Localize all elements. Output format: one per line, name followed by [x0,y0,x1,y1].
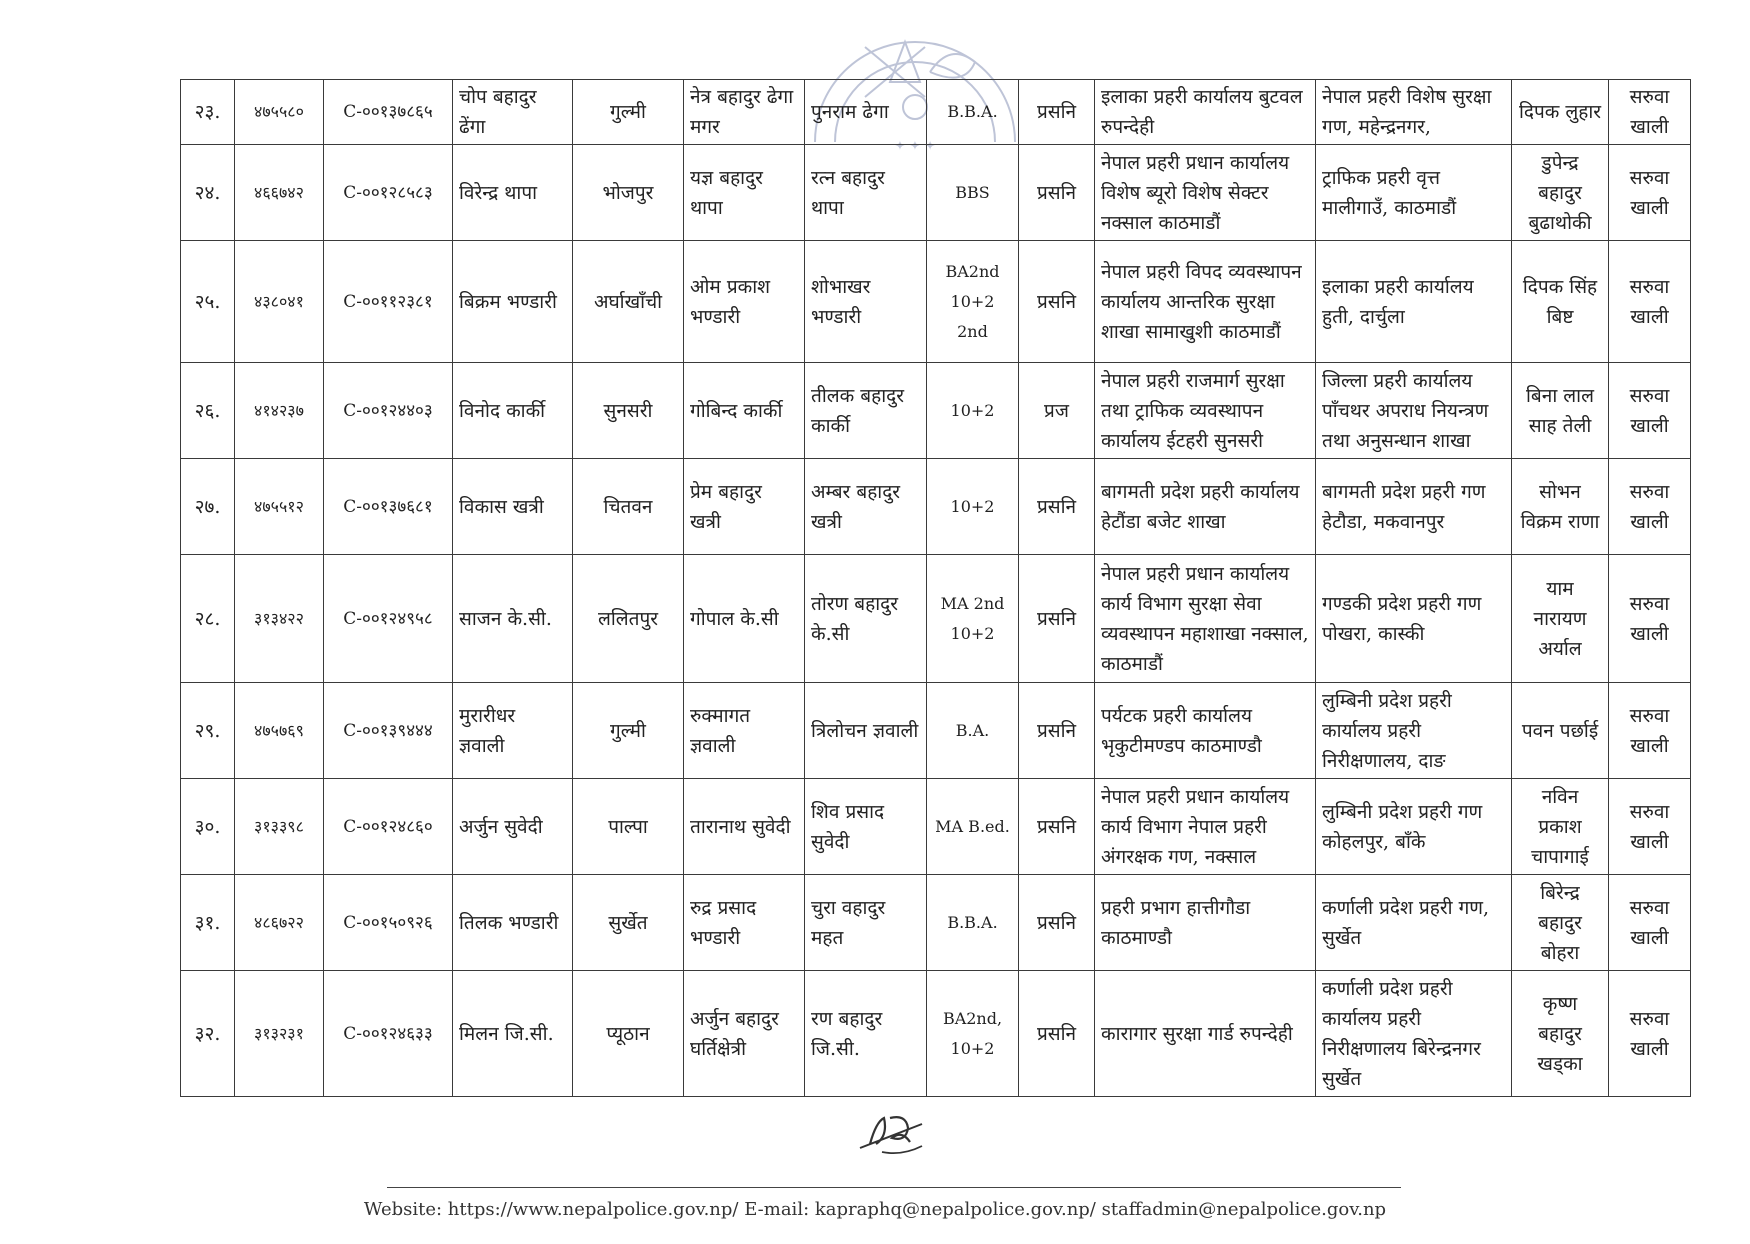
cell-current-office: नेपाल प्रहरी प्रधान कार्यालय कार्य विभाग नेपाल प्रहरी अंगरक्षक गण, नक्साल [1095,779,1316,875]
cell-new-office: इलाका प्रहरी कार्यालय हुती, दार्चुला [1316,241,1512,363]
cell-rank: प्रसनि [1019,145,1095,241]
cell-father: रुक्मागत ज्ञवाली [684,683,805,779]
cell-education: 10+2 [927,459,1019,555]
cell-id: ३१३४२२ [235,555,324,683]
table-row [181,241,1691,363]
cell-id: ४७५५१२ [235,459,324,555]
cell-new-office: बागमती प्रदेश प्रहरी गण हेटौडा, मकवानपुर [1316,459,1512,555]
cell-new-office: जिल्ला प्रहरी कार्यालय पाँचथर अपराध नियन्त्रण तथा अनुसन्धान शाखा [1316,363,1512,459]
cell-remark: सरुवा खाली [1609,683,1691,779]
cell-code: C-००१२८५८३ [324,145,453,241]
cell-serial: २६. [181,363,235,459]
cell-replaced: कृष्ण बहादुर खड्का [1512,971,1609,1097]
cell-serial: ३०. [181,779,235,875]
cell-district: सुर्खेत [573,875,684,971]
cell-grandfather: तीलक बहादुर कार्की [805,363,927,459]
cell-district: सुनसरी [573,363,684,459]
cell-remark: सरुवा खाली [1609,145,1691,241]
cell-remark: सरुवा खाली [1609,459,1691,555]
cell-current-office: नेपाल प्रहरी प्रधान कार्यालय विशेष ब्यूरो विशेष सेक्टर नक्साल काठमाडौं [1095,145,1316,241]
cell-education: MA B.ed. [927,779,1019,875]
cell-replaced: पवन पर्छाई [1512,683,1609,779]
cell-serial: २५. [181,241,235,363]
cell-code: C-००१२४४०३ [324,363,453,459]
footer-contact: Website: https://www.nepalpolice.gov.np/ E-mail: kapraphq@nepalpolice.gov.np/ staffadmin@nepalpolice.gov.np [363,1199,1387,1220]
table-row [181,80,1691,145]
cell-father: ओम प्रकाश भण्डारी [684,241,805,363]
cell-code: C-००१५०९२६ [324,875,453,971]
cell-current-office: प्रहरी प्रभाग हात्तीगौडा काठमाण्डौ [1095,875,1316,971]
cell-serial: २३. [181,80,235,145]
cell-education: B.B.A. [927,875,1019,971]
cell-serial: ३१. [181,875,235,971]
cell-code: C-००११२३८१ [324,241,453,363]
cell-rank: प्रसनि [1019,555,1095,683]
cell-grandfather: त्रिलोचन ज्ञवाली [805,683,927,779]
cell-name: तिलक भण्डारी [453,875,573,971]
cell-grandfather: पुनराम ढेगा [805,80,927,145]
cell-new-office: कर्णाली प्रदेश प्रहरी कार्यालय प्रहरी निरीक्षणालय बिरेन्द्रनगर सुर्खेत [1316,971,1512,1097]
table-row [181,459,1691,555]
cell-father: प्रेम बहादुर खत्री [684,459,805,555]
cell-remark: सरुवा खाली [1609,779,1691,875]
cell-rank: प्रसनि [1019,241,1095,363]
cell-code: C-००१३७८६५ [324,80,453,145]
cell-name: विकास खत्री [453,459,573,555]
cell-education: B.A. [927,683,1019,779]
handwritten-page-number [852,1104,932,1160]
cell-education: BA2nd 10+2 2nd [927,241,1019,363]
cell-district: अर्घाखाँची [573,241,684,363]
cell-id: ३१३३९८ [235,779,324,875]
cell-father: गोपाल के.सी [684,555,805,683]
cell-current-office: नेपाल प्रहरी राजमार्ग सुरक्षा तथा ट्राफिक व्यवस्थापन कार्यालय ईटहरी सुनसरी [1095,363,1316,459]
cell-replaced: बिरेन्द्र बहादुर बोहरा [1512,875,1609,971]
cell-code: C-००१३९४४४ [324,683,453,779]
cell-code: C-००१३७६८१ [324,459,453,555]
cell-current-office: नेपाल प्रहरी विपद व्यवस्थापन कार्यालय आन्तरिक सुरक्षा शाखा सामाखुशी काठमाडौं [1095,241,1316,363]
cell-current-office: कारागार सुरक्षा गार्ड रुपन्देही [1095,971,1316,1097]
cell-rank: प्रसनि [1019,971,1095,1097]
cell-grandfather: शिव प्रसाद सुवेदी [805,779,927,875]
cell-id: ४३८०४१ [235,241,324,363]
cell-rank: प्रसनि [1019,875,1095,971]
cell-education: MA 2nd 10+2 [927,555,1019,683]
cell-remark: सरुवा खाली [1609,971,1691,1097]
cell-name: बिक्रम भण्डारी [453,241,573,363]
cell-serial: २७. [181,459,235,555]
cell-replaced: बिना लाल साह तेली [1512,363,1609,459]
table-row [181,683,1691,779]
cell-grandfather: तोरण बहादुर के.सी [805,555,927,683]
cell-current-office: बागमती प्रदेश प्रहरी कार्यालय हेटौंडा बजेट शाखा [1095,459,1316,555]
cell-name: मिलन जि.सी. [453,971,573,1097]
roster-body [181,80,1691,1097]
cell-grandfather: शोभाखर भण्डारी [805,241,927,363]
cell-grandfather: अम्बर बहादुर खत्री [805,459,927,555]
cell-serial: २८. [181,555,235,683]
cell-name: चोप बहादुर ढेंगा [453,80,573,145]
cell-district: भोजपुर [573,145,684,241]
cell-district: चितवन [573,459,684,555]
table-row [181,779,1691,875]
cell-education: 10+2 [927,363,1019,459]
cell-id: ४७५७६९ [235,683,324,779]
cell-father: तारानाथ सुवेदी [684,779,805,875]
cell-new-office: लुम्बिनी प्रदेश प्रहरी कार्यालय प्रहरी निरीक्षणालय, दाङ [1316,683,1512,779]
cell-district: प्यूठान [573,971,684,1097]
cell-code: C-००१२४८६० [324,779,453,875]
cell-serial: २४. [181,145,235,241]
cell-replaced: दिपक लुहार [1512,80,1609,145]
cell-name: अर्जुन सुवेदी [453,779,573,875]
cell-new-office: कर्णाली प्रदेश प्रहरी गण, सुर्खेत [1316,875,1512,971]
cell-rank: प्रसनि [1019,459,1095,555]
cell-current-office: इलाका प्रहरी कार्यालय बुटवल रुपन्देही [1095,80,1316,145]
table-row [181,971,1691,1097]
cell-id: ३१३२३१ [235,971,324,1097]
cell-rank: प्रसनि [1019,779,1095,875]
table-row [181,363,1691,459]
cell-code: C-००१२४९५८ [324,555,453,683]
cell-district: गुल्मी [573,80,684,145]
cell-current-office: पर्यटक प्रहरी कार्यालय भृकुटीमण्डप काठमाण्डौ [1095,683,1316,779]
cell-replaced: याम नारायण अर्याल [1512,555,1609,683]
cell-grandfather: रण बहादुर जि.सी. [805,971,927,1097]
cell-father: रुद्र प्रसाद भण्डारी [684,875,805,971]
cell-new-office: नेपाल प्रहरी विशेष सुरक्षा गण, महेन्द्रनगर, [1316,80,1512,145]
cell-new-office: ट्राफिक प्रहरी वृत्त मालीगाउँ, काठमाडौं [1316,145,1512,241]
cell-serial: ३२. [181,971,235,1097]
cell-id: ४६६७४२ [235,145,324,241]
cell-remark: सरुवा खाली [1609,363,1691,459]
cell-remark: सरुवा खाली [1609,241,1691,363]
cell-education: BA2nd, 10+2 [927,971,1019,1097]
cell-education: B.B.A. [927,80,1019,145]
cell-code: C-००१२४६३३ [324,971,453,1097]
cell-rank: प्रज [1019,363,1095,459]
cell-district: ललितपुर [573,555,684,683]
cell-replaced: नविन प्रकाश चापागाई [1512,779,1609,875]
cell-remark: सरुवा खाली [1609,80,1691,145]
cell-name: विनोद कार्की [453,363,573,459]
cell-remark: सरुवा खाली [1609,555,1691,683]
cell-name: विरेन्द्र थापा [453,145,573,241]
cell-grandfather: चुरा वहादुर महत [805,875,927,971]
cell-father: गोबिन्द कार्की [684,363,805,459]
table-row [181,875,1691,971]
cell-id: ४१४२३७ [235,363,324,459]
cell-current-office: नेपाल प्रहरी प्रधान कार्यालय कार्य विभाग सुरक्षा सेवा व्यवस्थापन महाशाखा नक्साल, काठमाडौं [1095,555,1316,683]
cell-education: BBS [927,145,1019,241]
cell-rank: प्रसनि [1019,683,1095,779]
cell-new-office: लुम्बिनी प्रदेश प्रहरी गण कोहलपुर, बाँके [1316,779,1512,875]
cell-name: मुरारीधर ज्ञवाली [453,683,573,779]
footer-divider [387,1187,1401,1188]
svg-text:✦ ✦ ✦: ✦ ✦ ✦ [894,139,936,154]
cell-remark: सरुवा खाली [1609,875,1691,971]
cell-replaced: सोभन विक्रम राणा [1512,459,1609,555]
cell-name: साजन के.सी. [453,555,573,683]
cell-new-office: गण्डकी प्रदेश प्रहरी गण पोखरा, कास्की [1316,555,1512,683]
cell-id: ४८६७२२ [235,875,324,971]
cell-replaced: डुपेन्द्र बहादुर बुढाथोकी [1512,145,1609,241]
cell-grandfather: रत्न बहादुर थापा [805,145,927,241]
cell-district: पाल्पा [573,779,684,875]
cell-serial: २९. [181,683,235,779]
cell-father: नेत्र बहादुर ढेगा मगर [684,80,805,145]
cell-district: गुल्मी [573,683,684,779]
cell-father: अर्जुन बहादुर घर्तिक्षेत्री [684,971,805,1097]
cell-id: ४७५५८० [235,80,324,145]
table-row [181,145,1691,241]
table-row [181,555,1691,683]
cell-rank: प्रसनि [1019,80,1095,145]
cell-replaced: दिपक सिंह बिष्ट [1512,241,1609,363]
transfer-roster-table [180,79,1691,1097]
cell-father: यज्ञ बहादुर थापा [684,145,805,241]
